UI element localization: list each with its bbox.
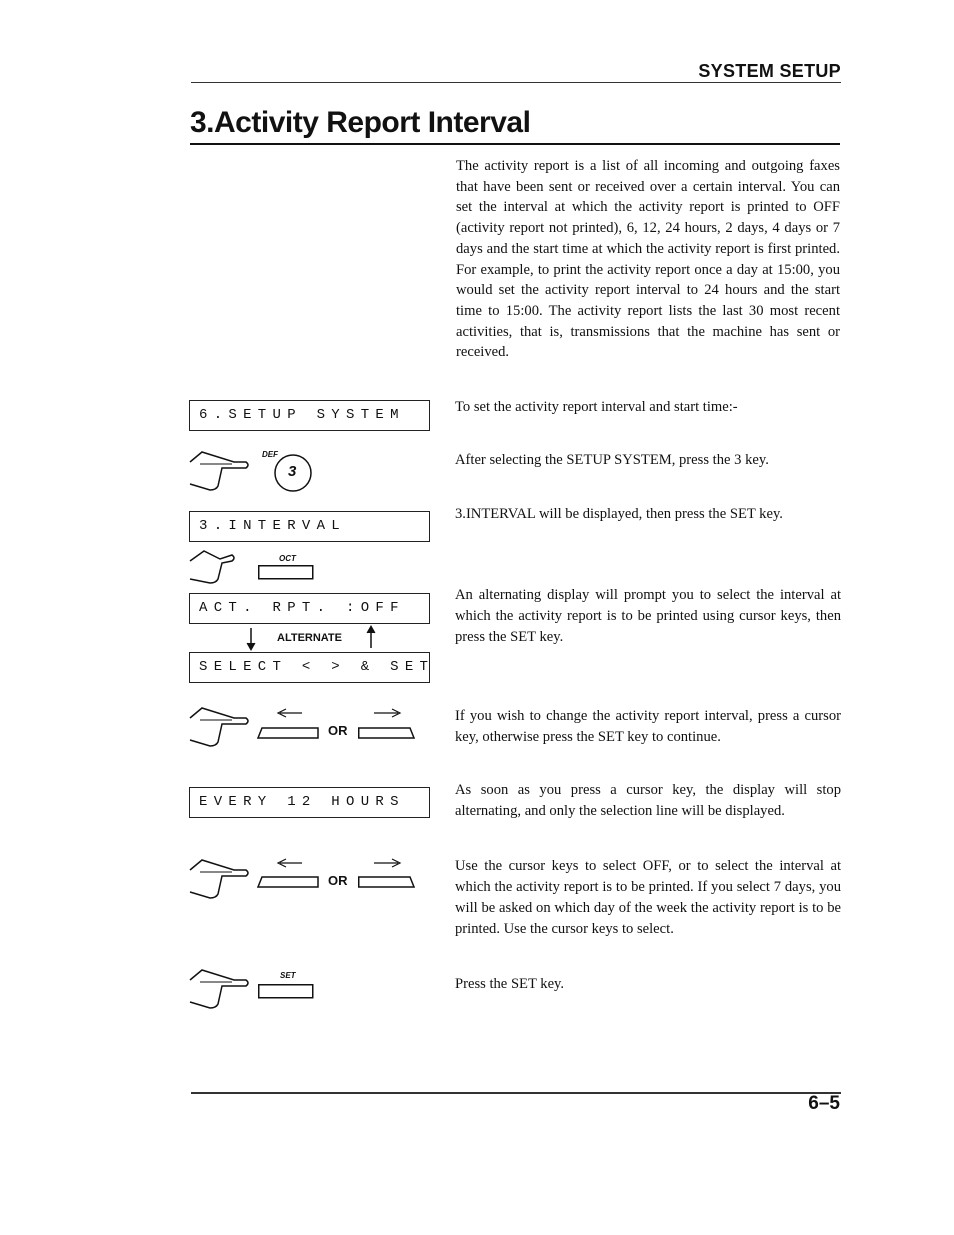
set-key-icon[interactable] [258,565,314,581]
lcd-act-rpt: ACT. RPT. :OFF [189,593,430,624]
step-text-3: 3.INTERVAL will be displayed, then press the SET key. [455,506,783,522]
title-rule [190,143,840,145]
step-text-4: An alternating display will prompt you to select the interval at which the activity report is to be printed using cursor keys, then press the SET key. [455,587,841,645]
lcd-setup-system: 6.SETUP SYSTEM [189,400,430,431]
or-label-2: OR [328,873,348,888]
arrow-up-icon [366,626,376,650]
lcd-select: SELECT < > & SET [189,652,430,683]
step-text-7: Use the cursor keys to select OFF, or to select the interval at which the activity report is to be printed. If you select 7 days, you will be asked on which day of the week the activity report is to be printed. Use the cursor keys to select. [455,858,841,937]
step-text-2: After selecting the SETUP SYSTEM, press the 3 key. [455,452,769,468]
key-number-3: 3 [288,463,297,480]
step-text-5: If you wish to change the activity report interval, press a cursor key, otherwise press the SET key to continue. [455,708,841,745]
or-label-1: OR [328,723,348,738]
step-text-1: To set the activity report interval and start time:- [455,399,738,415]
alternate-label: ALTERNATE [277,632,342,644]
lcd-interval: 3.INTERVAL [189,511,430,542]
page-number: 6–5 [808,1093,840,1114]
pointing-hand-icon-3 [188,704,250,750]
intro-paragraph: The activity report is a list of all incoming and outgoing faxes that have been sent or received over a certain interval. You can set the interval at which the activity report is printed to OFF (activity report not printed), 6, 12, 24 hours, 2 days, 4 days or 7 days and the start time at which the activity report is first printed. For example, to print the activity report once a day at 15:00, you would set the activity report interval to 24 hours and the start time to 15:00. The activity report lists the last 30 most recent activities, that is, transmissions that the machine has sent or received. [456,158,840,361]
key-letters-set: SET [280,971,296,980]
left-cursor-key-icon[interactable] [258,708,320,742]
right-cursor-key-icon-2[interactable] [358,858,420,892]
lcd-every: EVERY 12 HOURS [189,787,430,818]
pointing-hand-icon-2 [188,549,250,587]
section-header: SYSTEM SETUP [698,61,841,81]
arrow-down-icon [246,628,256,652]
footer-rule [191,1092,841,1094]
right-cursor-key-icon[interactable] [358,708,420,742]
step-text-8: Press the SET key. [455,976,565,992]
key-letters-def: DEF [262,450,278,459]
page-title: 3.Activity Report Interval [190,106,531,139]
left-cursor-key-icon-2[interactable] [258,858,320,892]
set-key-icon-2[interactable] [258,984,314,1000]
pointing-hand-icon [188,448,250,494]
header-rule [191,82,841,83]
pointing-hand-icon-4 [188,856,250,902]
key-letters-oct: OCT [279,554,296,563]
pointing-hand-icon-5 [188,966,250,1012]
step-text-6: As soon as you press a cursor key, the display will stop alternating, and only the selection line will be displayed. [455,782,841,819]
